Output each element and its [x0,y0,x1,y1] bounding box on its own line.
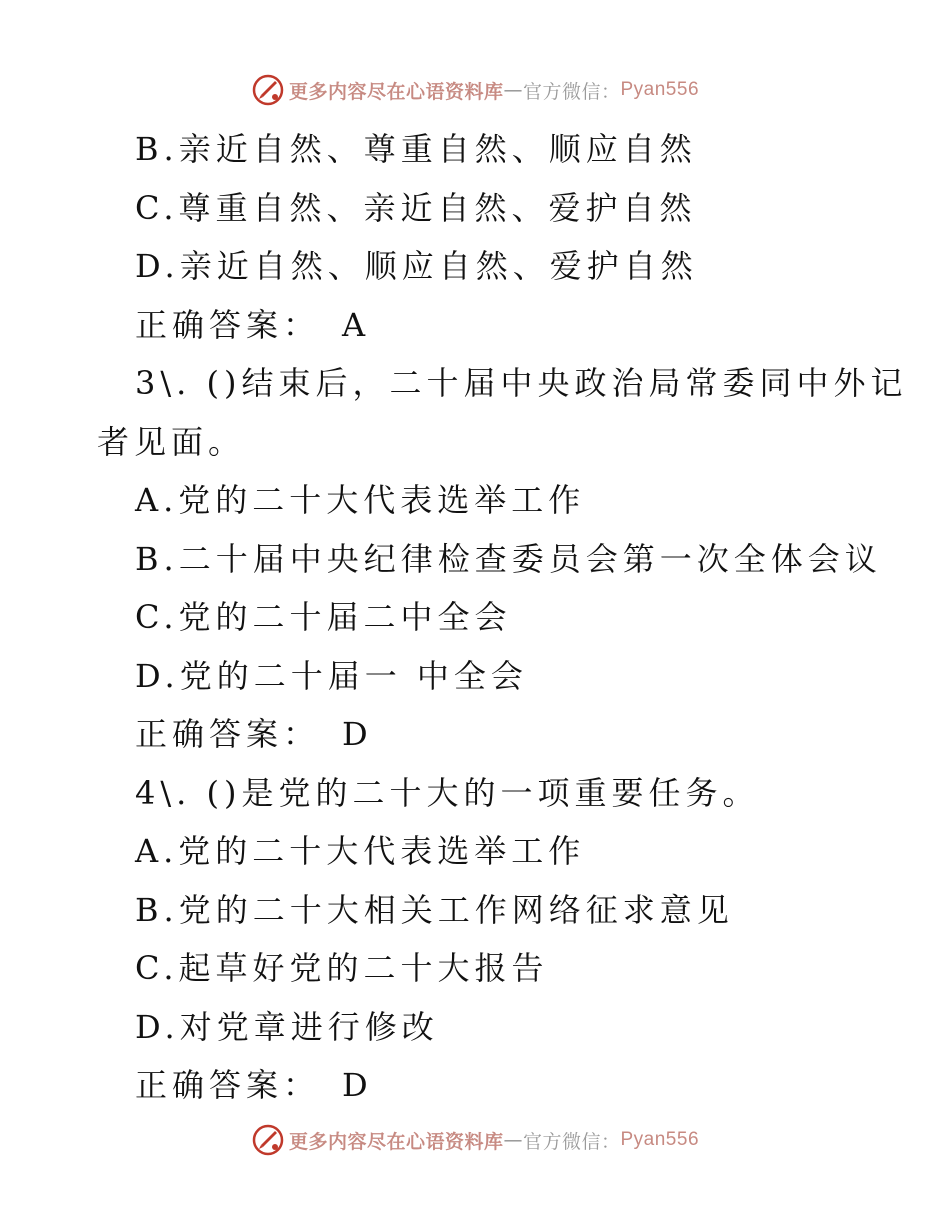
question-line: 3\. ()结束后，二十届中央政治局常委同中外记 [135,364,908,402]
question-line-continued: 者见面。 [97,422,246,461]
document-body [0,120,950,1115]
watermark-wechat-label: 官方微信： [522,80,621,103]
option-line: B.二十届中央纪律检查委员会第一次全体会议 [135,539,882,578]
answer-label: 正确答案： [135,1066,321,1104]
option-line: C.党的二十届二中全会 [135,598,512,636]
watermark-wechat-id: Pyan556 [620,79,700,100]
option-line: A.党的二十大代表选举工作 [135,481,586,519]
brand-logo-icon [251,73,285,107]
brand-logo-icon [251,1123,285,1157]
answer-value: D [342,1066,373,1104]
option-line: C.起草好党的二十大报告 [135,949,549,987]
option-line: C.尊重自然、亲近自然、爱护自然 [135,188,697,227]
answer-line [0,1056,950,1115]
footer-watermark [0,1120,950,1160]
option-line: B.党的二十大相关工作网络征求意见 [135,890,734,929]
answer-label: 正确答案： [135,305,321,344]
watermark-separator: — [503,1129,523,1151]
option-line: D.亲近自然、顺应自然、爱护自然 [135,247,698,285]
option-line: B.亲近自然、尊重自然、顺应自然 [135,130,697,168]
watermark-wechat-id: Pyan556 [620,1129,700,1150]
watermark-text: 更多内容尽在心语资料库 [288,1130,504,1153]
question-line: 4\. ()是党的二十大的一项重要任务。 [135,773,760,812]
watermark-text: 更多内容尽在心语资料库 [288,80,504,103]
watermark-wechat-label: 官方微信： [522,1130,621,1153]
answer-value: A [342,305,371,344]
option-line: D.对党章进行修改 [135,1007,439,1046]
watermark-separator: — [503,79,523,101]
option-line: A.党的二十大代表选举工作 [135,832,586,870]
answer-label: 正确答案： [135,715,321,753]
answer-value: D [342,715,373,753]
header-watermark [0,70,950,110]
answer-line [0,705,950,764]
answer-line [0,296,950,355]
option-line: D.党的二十届一 中全会 [135,656,528,695]
